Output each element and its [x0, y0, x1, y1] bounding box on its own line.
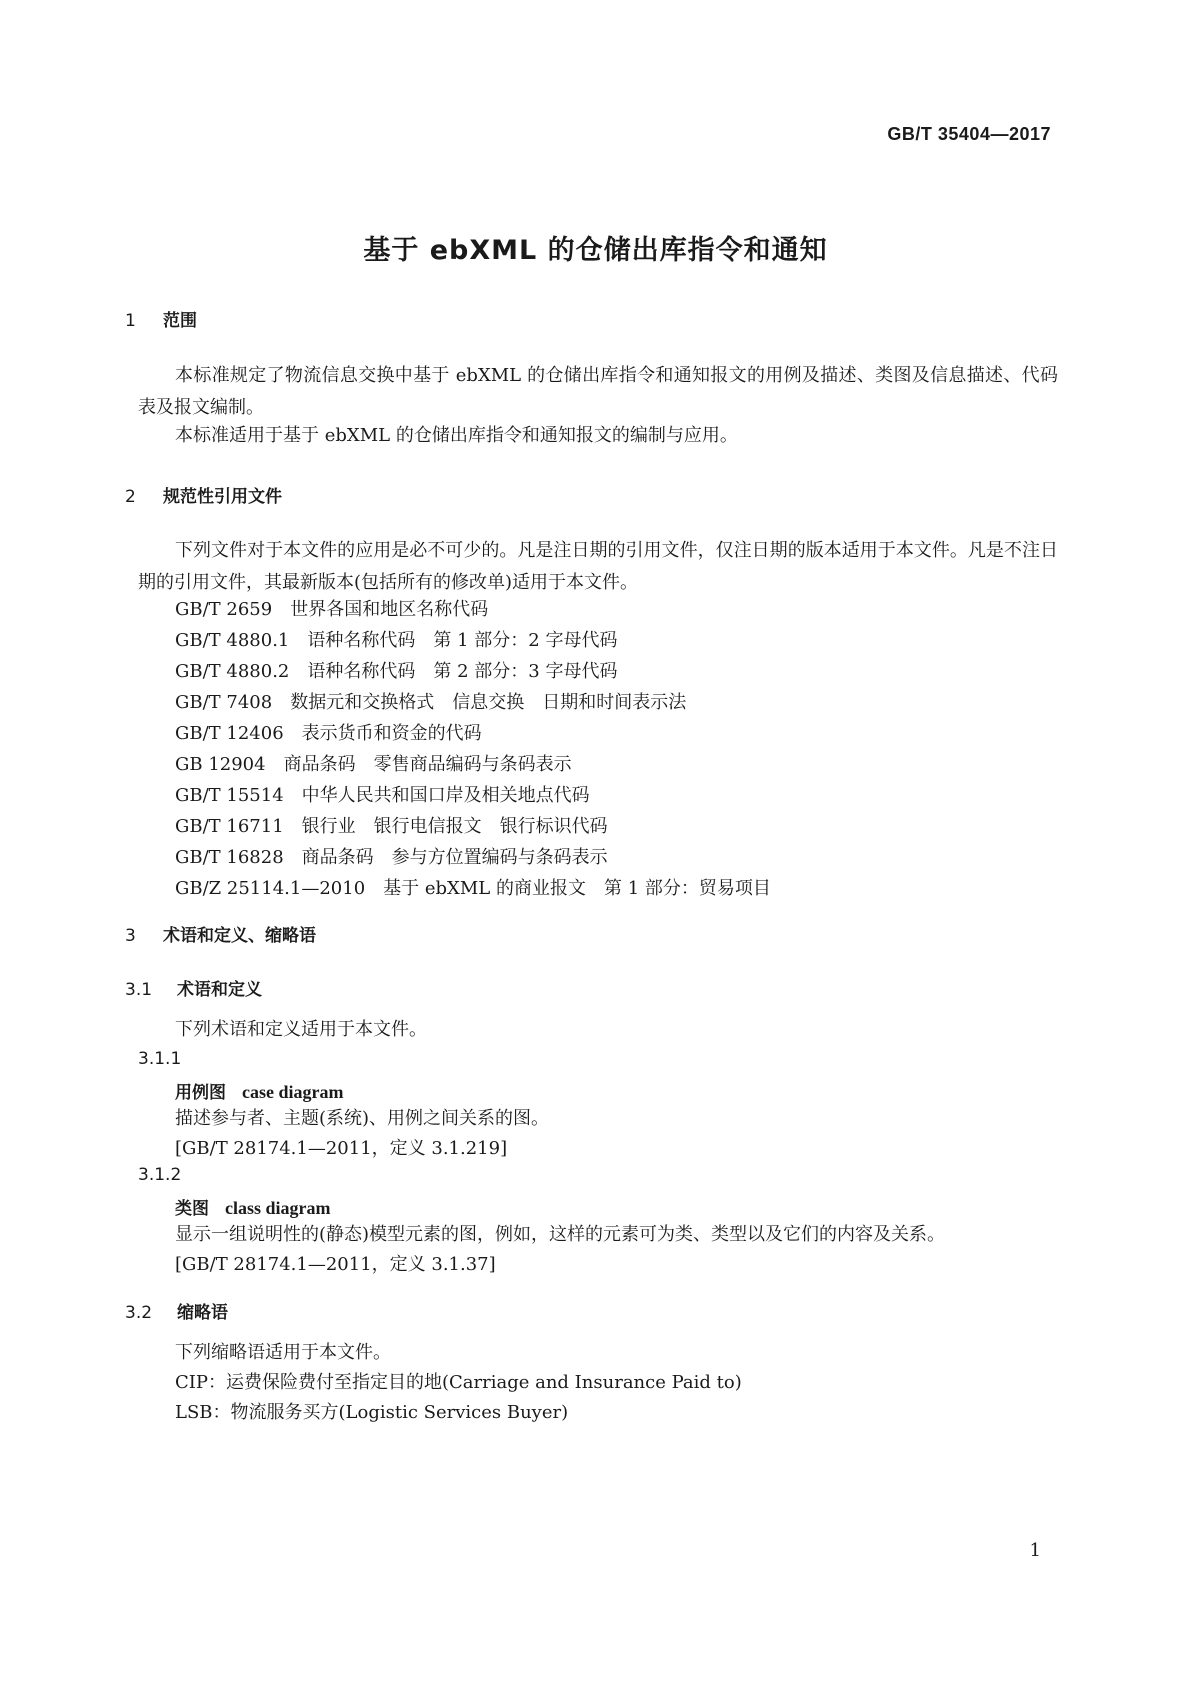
term-number: 3.1.2	[138, 1165, 182, 1185]
abbr-intro: 下列缩略语适用于本文件。	[175, 1342, 391, 1363]
term-en: case diagram	[242, 1082, 344, 1102]
reference-item	[175, 625, 771, 656]
reference-item	[175, 749, 771, 780]
reference-item	[175, 656, 771, 687]
reference-item	[175, 842, 771, 873]
reference-code: GB/T 4880.1	[175, 630, 290, 651]
reference-code: GB/T 16828	[175, 847, 284, 868]
reference-item	[175, 687, 771, 718]
abbr-item: LSB：物流服务买方(Logistic Services Buyer)	[175, 1402, 569, 1423]
page-number: 1	[1029, 1540, 1041, 1561]
reference-item	[175, 780, 771, 811]
section-2-paragraph-1: 下列文件对于本文件的应用是必不可少的。凡是注日期的引用文件，仅注日期的版本适用于本文件。凡是不注日期的引用文件，其最新版本(包括所有的修改单)适用于本文件。	[138, 540, 1058, 593]
reference-code: GB/T 12406	[175, 723, 284, 744]
term-definition: 描述参与者、主题(系统)、用例之间关系的图。	[175, 1108, 550, 1129]
reference-list	[175, 594, 771, 904]
section-number: 3	[125, 926, 136, 946]
section-1-paragraph-1: 本标准规定了物流信息交换中基于 ebXML 的仓储出库指令和通知报文的用例及描述、类图及信息描述、代码表及报文编制。	[138, 365, 1058, 418]
subsection-3-1-heading	[125, 975, 262, 1000]
reference-title: 表示货币和资金的代码	[301, 723, 482, 744]
subsection-number: 3.1	[125, 980, 153, 1000]
reference-title: 基于 ebXML 的商业报文 第 1 部分：贸易项目	[383, 878, 771, 899]
subsection-number: 3.2	[125, 1303, 153, 1323]
section-number: 1	[125, 311, 136, 331]
reference-title: 数据元和交换格式 信息交换 日期和时间表示法	[290, 692, 687, 713]
reference-title: 商品条码 零售商品编码与条码表示	[283, 754, 572, 775]
reference-title: 商品条码 参与方位置编码与条码表示	[301, 847, 608, 868]
reference-title: 语种名称代码 第 1 部分：2 字母代码	[307, 630, 618, 651]
section-2-heading	[125, 482, 282, 507]
reference-title: 世界各国和地区名称代码	[290, 599, 489, 620]
section-3-heading	[125, 921, 316, 946]
abbr-item: CIP：运费保险费付至指定目的地(Carriage and Insurance Paid to)	[175, 1372, 742, 1393]
term-heading	[175, 1078, 343, 1103]
reference-item	[175, 811, 771, 842]
section-title: 规范性引用文件	[163, 487, 282, 507]
section-number: 2	[125, 487, 136, 507]
reference-code: GB/T 15514	[175, 785, 284, 806]
reference-code: GB 12904	[175, 754, 266, 775]
section-title: 术语和定义、缩略语	[163, 926, 316, 946]
section-1-paragraph-2: 本标准适用于基于 ebXML 的仓储出库指令和通知报文的编制与应用。	[175, 425, 738, 446]
document-title: 基于 ebXML 的仓储出库指令和通知	[363, 235, 828, 266]
reference-title: 语种名称代码 第 2 部分：3 字母代码	[307, 661, 618, 682]
reference-item	[175, 718, 771, 749]
reference-title: 银行业 银行电信报文 银行标识代码	[301, 816, 608, 837]
subsection-title: 缩略语	[177, 1303, 228, 1323]
reference-code: GB/T 2659	[175, 599, 273, 620]
subsection-3-2-heading	[125, 1298, 228, 1323]
term-zh: 用例图	[175, 1083, 226, 1103]
reference-item	[175, 594, 771, 625]
reference-item	[175, 873, 771, 904]
reference-code: GB/T 16711	[175, 816, 284, 837]
term-definition: 显示一组说明性的(静态)模型元素的图，例如，这样的元素可为类、类型以及它们的内容及关系。	[175, 1224, 946, 1245]
standard-code: GB/T 35404—2017	[887, 124, 1051, 144]
term-source: [GB/T 28174.1—2011，定义 3.1.37]	[175, 1254, 496, 1275]
subsection-title: 术语和定义	[177, 980, 262, 1000]
reference-code: GB/T 4880.2	[175, 661, 290, 682]
term-number: 3.1.1	[138, 1049, 182, 1069]
term-source: [GB/T 28174.1—2011，定义 3.1.219]	[175, 1138, 508, 1159]
reference-title: 中华人民共和国口岸及相关地点代码	[301, 785, 590, 806]
section-1-heading	[125, 306, 197, 331]
term-heading	[175, 1194, 331, 1219]
term-zh: 类图	[175, 1199, 209, 1219]
reference-code: GB/T 7408	[175, 692, 273, 713]
reference-code: GB/Z 25114.1—2010	[175, 878, 366, 899]
terms-intro: 下列术语和定义适用于本文件。	[175, 1019, 427, 1040]
term-en: class diagram	[225, 1198, 331, 1218]
section-title: 范围	[163, 311, 197, 331]
